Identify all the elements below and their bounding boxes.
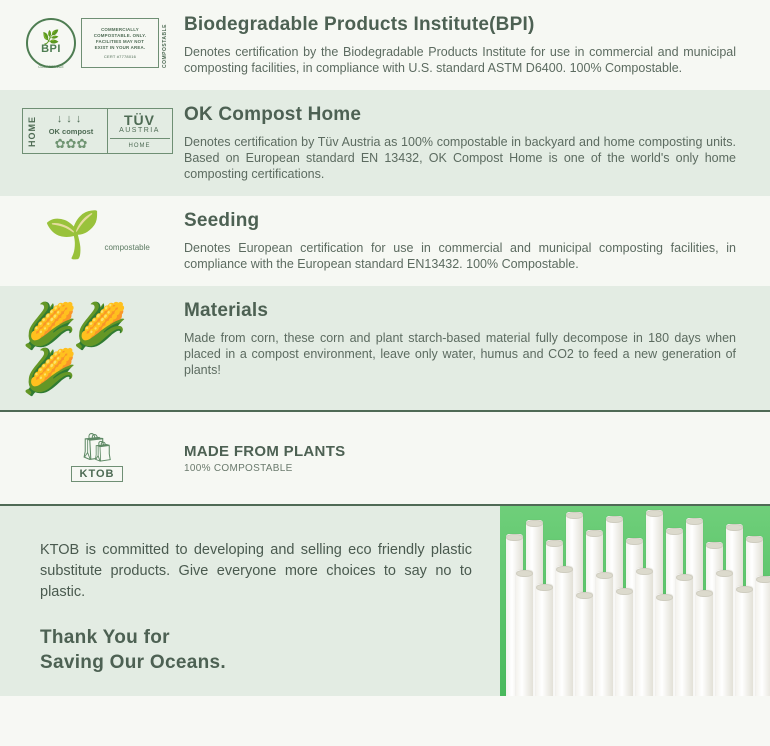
cert-text-materials [172,300,748,378]
bpi-card-line1: COMMERCIALLY [101,26,139,32]
cert-row-materials [0,286,770,410]
shopping-bag-leaf-icon: 🛍 [79,432,115,463]
bottom-section [0,506,770,696]
bpi-cert-number: CERT #7778016 [103,53,137,59]
cert-text-seedling [172,210,748,272]
bpi-logo-text: BPI [41,43,61,55]
leaves-icon: ✿✿✿ [54,135,88,151]
leaf-icon: 🌿 [42,29,60,45]
down-arrows-icon: ↓↓↓ [56,112,86,125]
cert-text-bpi [172,14,748,76]
materials-badge [22,300,172,396]
cert-desc-bpi: Denotes certification by the Biodegradable Products Institute for use in commercial and municipal composting facilities, in compliance with U.S. standard ASTM D6400. 100% Compostable. [184,45,736,75]
seedling-label: compostable [104,243,150,252]
okc-vertical-label: HOME [26,115,37,147]
cert-row-bpi [0,0,770,90]
thank-you-line1: Thank You for [40,627,170,648]
ktob-brand-name: KTOB [71,466,124,482]
cert-desc-seedling: Denotes European certification for use in commercial and municipal composting facilities, in compliance with the European standard EN13432. 100% Compostable. [184,241,736,271]
thank-you-heading [40,625,472,675]
cert-title-ok-compost-home: OK Compost Home [184,104,362,125]
made-from-plants-band [0,410,770,504]
paper-straws-photo [500,506,770,696]
thank-you-line2: Saving Our Oceans. [40,652,226,673]
cert-desc-materials: Made from corn, these corn and plant starch-based material fully decompose in 180 days when placed in a compost environment, leave only water, humus and CO2 to feed a new generation of plants! [184,331,736,377]
seedling-badge [22,209,172,260]
bpi-card-line4: EXIST IN YOUR AREA. [94,44,146,50]
cert-row-seedling [0,196,770,286]
bpi-claim-card [81,18,159,68]
bpi-ring-text: COMPOSTABLE [38,65,64,69]
cert-title-bpi: Biodegradable Products Institute(BPI) [184,14,535,35]
bottom-text-block [0,506,500,696]
company-statement: KTOB is committed to developing and selling eco friendly plastic substitute products. Give everyone more choices to say no to plastic. [40,542,472,600]
cert-desc-ok-compost-home: Denotes certification by Tüv Austria as 100% compostable in backyard and home composting units. Based on European standard EN 13432, OK Compost Home is one of the world's only home composting certifications. [184,135,736,181]
tuv-home-label: HOME [128,143,151,149]
ok-compost-home-badge [22,104,172,154]
cert-title-materials: Materials [184,300,269,321]
cert-title-seedling: Seeding [184,210,260,231]
tuv-austria-label: AUSTRIA [110,127,170,139]
cert-text-ok-compost-home [172,104,748,182]
cert-row-ok-compost-home [0,90,770,196]
corn-icon: 🌽🌽🌽 [22,302,124,397]
made-from-plants-title: MADE FROM PLANTS [184,442,346,460]
bpi-side-text: COMPOSTABLE [162,23,168,68]
made-from-plants-texts [172,443,345,474]
bpi-logo-icon [26,18,76,68]
bpi-card-line2: COMPOSTABLE. ONLY. [93,32,147,38]
okc-label: OK compost [48,126,94,136]
ktob-logo [22,434,172,482]
bpi-card-line3: FACILITIES MAY NOT [95,38,145,44]
tuv-brand: TÜV [124,112,155,128]
seedling-icon: 🌱 [44,209,102,260]
bpi-badge [22,14,172,68]
made-from-plants-subtitle: 100% COMPOSTABLE [184,462,293,474]
